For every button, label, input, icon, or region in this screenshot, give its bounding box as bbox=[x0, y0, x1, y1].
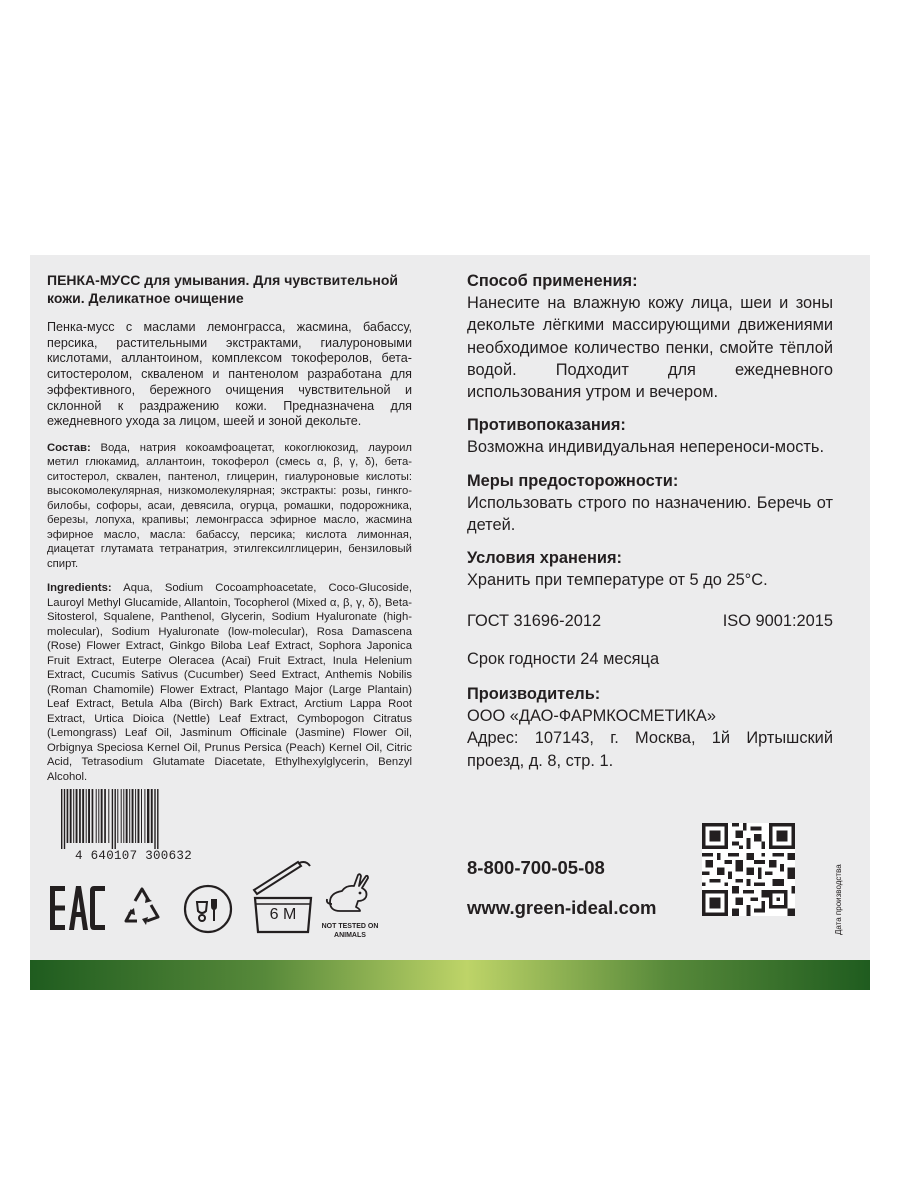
usage-text: Нанесите на влажную кожу лица, шеи и зоны декольте лёгкими массирующими движениями необходимое количество пенки, смойте тёплой водой. Подходит для ежедневного использования утром и вечером. bbox=[467, 294, 833, 402]
open-jar-icon bbox=[250, 858, 316, 934]
manufacturer-name: ООО «ДАО-ФАРМКОСМЕТИКА» bbox=[467, 706, 716, 725]
gost-standard: ГОСТ 31696-2012 bbox=[467, 611, 602, 630]
barcode-bar bbox=[96, 789, 97, 843]
product-title: ПЕНКА-МУСС для умывания. Для чувствительной кожи. Деликатное очищение bbox=[47, 272, 398, 306]
barcode-bar bbox=[88, 789, 90, 843]
barcode-bar bbox=[82, 789, 84, 843]
barcode-bar bbox=[104, 789, 106, 843]
barcode-bar bbox=[141, 789, 142, 843]
barcode-bar bbox=[70, 789, 72, 843]
barcode-bar bbox=[126, 789, 128, 843]
ingredients-label: Ingredients: bbox=[47, 582, 112, 595]
composition-label: Состав: bbox=[47, 441, 91, 454]
ingredients-text: Aqua, Sodium Cocoamphoacetate, Coco-Glucoside, Lauroyl Methyl Glucamide, Allantoin, Tocopherol (Mixed α, β, γ, δ), Beta-Sitosterol, Squalene, Panthenol, Glycerin, Sodium Hyaluronate (high-molecular), Sodium Hyaluronate (low-molecular), Rosa Damascena (Rose) Flower Extract, Ginkgo Biloba Leaf Extract, Sophora Japonica Fruit Extract, Euterpe Oleracea (Acai) Fruit Extract, Inula Helenium Extract, Cucumis Sativus (Cucumber) Seed Extract, Anthemis Nobilis (Roman Chamomile) Flower Extract, Plantago Major (Large Plantain) Leaf Extract, Betula Alba (Birch) Bark Extract, Arctium Lappa Root Extract, Urtica Dioica (Nettle) Leaf Extract, Cymbopogon Citratus (Lemongrass) Leaf Oil, Jasminum Officinale (Jasmine) Flower Oil, Orbignya Speciosa Kernel Oil, Prunus Persica (Peach) Kernel Oil, Citric Acid, Tetrasodium Glutamate Diacetate, Ethylhexylglycerin, Benzyl Alcohol. bbox=[47, 582, 412, 783]
barcode-bar bbox=[123, 789, 124, 843]
barcode-bar bbox=[132, 789, 134, 843]
barcode-bar bbox=[79, 789, 81, 843]
barcode-bar bbox=[147, 789, 149, 843]
barcode-bar bbox=[64, 789, 65, 849]
barcode-bar bbox=[129, 789, 130, 843]
barcode-bar bbox=[92, 789, 94, 843]
contraindications-text: Возможна индивидуальная непереноси-мость. bbox=[467, 438, 824, 457]
barcode-bar bbox=[154, 789, 155, 849]
barcode-bar bbox=[112, 789, 113, 849]
barcode-bar bbox=[61, 789, 62, 849]
barcode-bar bbox=[86, 789, 87, 843]
barcode-bar bbox=[138, 789, 140, 843]
standards-row bbox=[467, 610, 833, 632]
right-column bbox=[467, 271, 833, 784]
storage-heading: Условия хранения: bbox=[467, 549, 623, 568]
shelf-life: Срок годности 24 месяца bbox=[467, 649, 660, 668]
left-column bbox=[47, 271, 412, 794]
precautions-heading: Меры предосторожности: bbox=[467, 471, 679, 490]
glass-fork-icon bbox=[183, 884, 233, 934]
barcode-bar bbox=[157, 789, 158, 849]
barcode-bar bbox=[115, 789, 116, 849]
composition-text: Вода, натрия кокоамфоацетат, кокоглюкозид, лауроил метил глюкамид, аллантоин, токоферол (смесь α, β, γ, δ), бета-ситостерол, сквален, пантенол, глицерин, гиалуроновые кислоты: высокомолекулярная, низкомолекулярная; экстракты: розы, гинкго-билобы, софоры, асаи, девясила, огурца, ромашки, подорожника, березы, лопуха, крапивы; лемонграсса эфирное масло, жасмина эфирное масло, масла: бабассу, персика; кислота лимонная, диацетат глутамата тетранатрия, этилгексилглицерин, бензиловый спирт. bbox=[47, 441, 412, 570]
iso-standard: ISO 9001:2015 bbox=[722, 611, 833, 630]
composition-block bbox=[47, 441, 412, 572]
contraindications-heading: Противопоказания: bbox=[467, 416, 626, 435]
storage-text: Хранить при температуре от 5 до 25°С. bbox=[467, 571, 768, 590]
barcode-bar bbox=[151, 789, 153, 843]
pao-label: 6 M bbox=[269, 906, 297, 923]
barcode-number: 4 640107 300632 bbox=[74, 849, 193, 863]
product-description: Пенка-мусс с маслами лемонграсса, жасмина, бабассу, персика, растительными экстрактами, гиалуроновыми кислотами, аллантоином, комплексом токоферолов, бета-ситостеролом, скваленом и пантенолом разработана для эффективного, бережного очищения чувствительной и склонной к раздражению кожи. Предназначена для ежедневного ухода за лицом, шеей и зоной декольте. bbox=[47, 320, 412, 429]
usage-heading: Способ применения: bbox=[467, 272, 638, 290]
barcode-bar bbox=[144, 789, 145, 843]
barcode-bar bbox=[67, 789, 69, 843]
ingredients-block bbox=[47, 581, 412, 784]
barcode-bar bbox=[135, 789, 136, 843]
precautions-text: Использовать строго по назначению. Беречь от детей. bbox=[467, 493, 833, 535]
not-tested-label: NOT TESTED ON ANIMALS bbox=[321, 923, 379, 939]
manufacturer-address: Адрес: 107143, г. Москва, 1й Иртышский проезд, д. 8, стр. 1. bbox=[467, 729, 833, 770]
decorative-gradient-band bbox=[30, 960, 870, 990]
barcode-bar bbox=[98, 789, 99, 843]
barcode-bar bbox=[108, 789, 109, 843]
manufacturer-heading: Производитель: bbox=[467, 684, 601, 703]
phone-number[interactable]: 8-800-700-05-08 bbox=[467, 857, 605, 878]
barcode-bar bbox=[76, 789, 78, 843]
eac-mark-icon bbox=[50, 886, 105, 930]
qr-code-icon[interactable] bbox=[702, 823, 795, 916]
website-link[interactable]: www.green-ideal.com bbox=[467, 897, 657, 918]
barcode-icon bbox=[61, 789, 206, 849]
rabbit-icon bbox=[318, 871, 382, 937]
recycle-icon bbox=[118, 883, 166, 931]
production-date-label: Дата производства bbox=[834, 864, 843, 935]
barcode-bar bbox=[73, 789, 74, 843]
barcode-bar bbox=[117, 789, 118, 843]
barcode-bar bbox=[121, 789, 122, 843]
barcode-bar bbox=[101, 789, 103, 843]
